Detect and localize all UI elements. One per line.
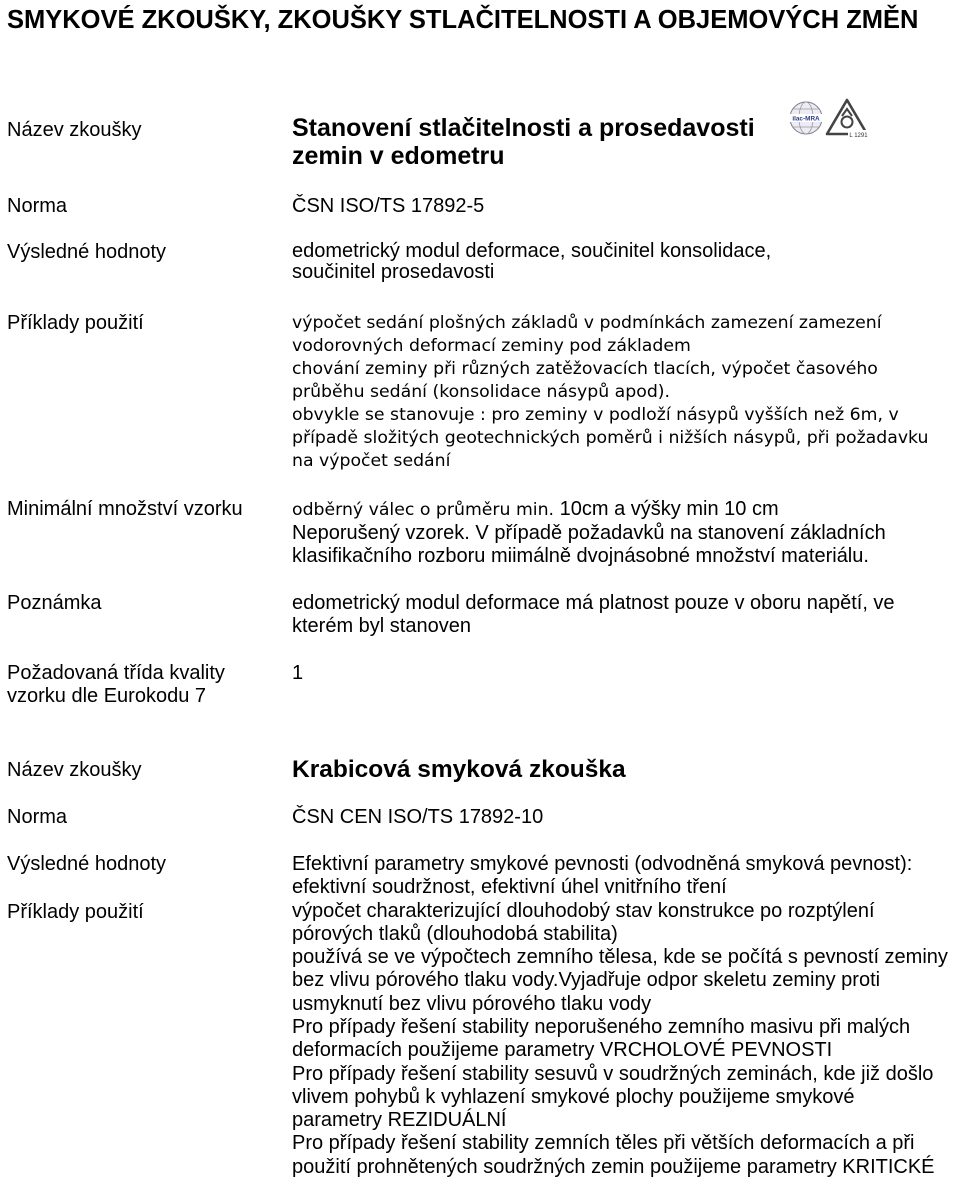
accreditation-logos (786, 97, 870, 139)
s1-note-value (292, 592, 895, 638)
text-line: Pro případy řešení stability zemních těles při větších deformacích a při (292, 1132, 915, 1155)
text-fragment: odběrný válec o průměru min. (292, 499, 555, 520)
s1-min-amount-value (292, 498, 886, 568)
text-line: případě složitých geotechnických poměrů i nižších násypů, při požadavku (292, 427, 929, 448)
text-line: výpočet charakterizující dlouhodobý stav konstrukce po rozptýlení (292, 899, 875, 922)
s1-norma-value: ČSN ISO/TS 17892-5 (292, 195, 485, 217)
s1-quality-value: 1 (292, 661, 304, 684)
s2-norma-label: Norma (7, 806, 68, 828)
s1-examples-label: Příklady použití (7, 312, 144, 334)
text-line: Efektivní parametry smykové pevnosti (odvodněná smyková pevnost): (292, 852, 913, 875)
s2-examples-label: Příklady použití (7, 901, 144, 923)
text-line: na výpočet sedání (292, 450, 451, 471)
accreditation-mark-logo (827, 100, 869, 139)
s1-test-name-line: Stanovení stlačitelnosti a prosedavosti (292, 114, 755, 142)
s1-name-label: Název zkoušky (7, 119, 142, 141)
text-line: Neporušený vzorek. V případě požadavků na stanovení základních (292, 521, 886, 544)
s2-test-name: Krabicová smyková zkouška (292, 756, 626, 783)
text-line: používá se ve výpočtech zemního tělesa, kde se počítá s pevností zeminy (292, 946, 948, 969)
text-line: klasifikačního rozboru miimálně dvojnásobné množství materiálu. (292, 544, 869, 567)
text-line: kterém byl stanoven (292, 614, 471, 637)
s1-norma-label: Norma (7, 195, 68, 217)
text-line: výpočet sedání plošných základů v podmínkách zamezení zamezení (292, 312, 882, 333)
s1-quality-label (7, 662, 225, 708)
s1-test-name-line: zemin v edometru (292, 142, 505, 170)
s2-results-label: Výsledné hodnoty (7, 853, 167, 875)
text-line: parametry REZIDUÁLNÍ (292, 1109, 507, 1132)
text-line: chování zeminy při různých zatěžovacích tlacích, výpočet časového (292, 358, 878, 379)
text-line: Pro případy řešení stability neporušeného zemního masivu při malých (292, 1015, 911, 1038)
s1-examples-value (292, 312, 929, 473)
text-line: použití prohnětených soudržných zemin použijeme parametry KRITICKÉ (292, 1155, 935, 1178)
text-line: deformacích použijeme parametry VRCHOLOVÉ PEVNOSTI (292, 1039, 833, 1062)
s1-results-value (292, 241, 771, 283)
s1-results-label: Výsledné hodnoty (7, 241, 167, 263)
text-line: pórových tlaků (dlouhodobá stabilita) (292, 922, 618, 945)
text-line: vodorovných deformací zeminy pod základem (292, 335, 691, 356)
text-line (292, 498, 886, 522)
text-fragment: 10cm a výšky min 10 cm (559, 497, 779, 520)
s1-min-amount-label: Minimální množství vzorku (7, 498, 243, 520)
s1-note-label: Poznámka (7, 592, 102, 614)
accreditation-number-text: L 1291 (849, 133, 868, 139)
text-line: vzorku dle Eurokodu 7 (7, 684, 207, 707)
text-line: edometrický modul deformace, součinitel konsolidace, (292, 240, 772, 262)
s2-norma-value: ČSN CEN ISO/TS 17892-10 (292, 806, 544, 828)
text-line: průběhu sedání (konsolidace násypů apod). (292, 381, 671, 402)
s1-test-name (292, 114, 755, 170)
text-line: edometrický modul deformace má platnost pouze v oboru napětí, ve (292, 591, 895, 614)
text-line: vlivem pohybů k vyhlazení smykové plochy použijeme smykové (292, 1085, 855, 1108)
text-line: obvykle se stanovuje : pro zeminy v podloží násypů vyšších než 6m, v (292, 404, 899, 425)
ilac-mra-logo (789, 102, 823, 134)
text-line: usmyknutí bez vlivu pórového tlaku vody (292, 992, 652, 1015)
s2-name-label: Název zkoušky (7, 759, 142, 781)
text-line: součinitel prosedavosti (292, 261, 495, 283)
text-line: Požadovaná třída kvality (7, 661, 225, 684)
text-line: bez vlivu pórového tlaku vody.Vyjadřuje odpor skeletu zeminy proti (292, 969, 881, 992)
text-line: Pro případy řešení stability sesuvů v soudržných zeminách, kde již došlo (292, 1062, 934, 1085)
s2-examples-value (292, 900, 948, 1180)
document-title: SMYKOVÉ ZKOUŠKY, ZKOUŠKY STLAČITELNOSTI A OBJEMOVÝCH ZMĚN (7, 6, 919, 34)
ilac-mra-logo-text: ilac-MRA (792, 115, 820, 123)
text-line: efektivní soudržnost, efektivní úhel vnitřního tření (292, 875, 727, 898)
s2-results-value (292, 853, 912, 900)
